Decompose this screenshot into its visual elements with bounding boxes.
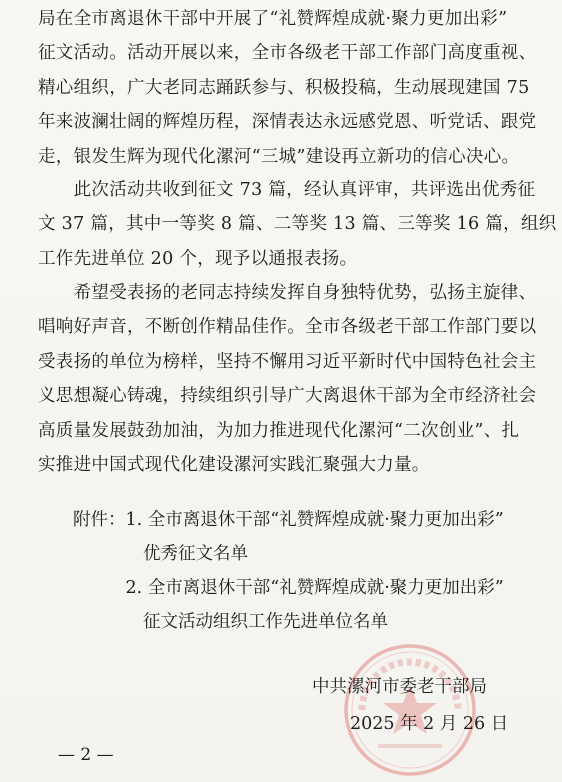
text-line: 希望受表扬的老同志持续发挥自身独特优势，弘扬主旋律、 — [38, 283, 537, 303]
text-line: 2. 全市离退休干部“礼赞辉煌成就·聚力更加出彩” — [38, 578, 504, 598]
text-line: 义思想凝心铸魂，持续组织引导广大离退休干部为全市经济社会 — [38, 386, 537, 407]
text-line: 征文活动。活动开展以来，全市各级老干部工作部门高度重视、 — [38, 43, 537, 64]
text-line: 精心组织，广大老同志踊跃参与、积极投稿，生动展现建国 75 — [38, 77, 530, 98]
text-line: 征文活动组织工作先进单位名单 — [38, 612, 388, 633]
text-line: 工作先进单位 20 个，现予以通报表扬。 — [38, 248, 358, 269]
text-line: 局在全市离退休干部中开展了“礼赞辉煌成就·聚力更加出彩” — [38, 9, 508, 29]
signature-org: 中共漯河市委老干部局 — [312, 677, 487, 697]
text-line: 附件：1. 全市离退休干部“礼赞辉煌成就·聚力更加出彩” — [38, 510, 504, 530]
attachment-item-2 — [38, 571, 504, 640]
text-line: 高质量发展鼓劲加油，为加力推进现代化漯河“二次创业”、扎 — [38, 420, 520, 441]
text-line: 实推进中国式现代化建设漯河实践汇聚强大力量。 — [38, 454, 430, 475]
paragraph-results — [38, 173, 557, 276]
page-number: — 2 — — [58, 745, 114, 765]
text-line: 年来波澜壮阔的辉煌历程，深情表达永远感党恩、听党话、跟党 — [38, 112, 537, 133]
text-line: 唱响好声音，不断创作精品佳作。全市各级老干部工作部门要以 — [38, 317, 537, 338]
text-line: 此次活动共收到征文 73 篇，经认真评审，共评选出优秀征 — [38, 180, 536, 200]
text-line: 走，银发生辉为现代化漯河“三城”建设再立新功的信心决心。 — [38, 146, 520, 167]
text-line: 受表扬的单位为榜样，坚持不懈用习近平新时代中国特色社会主 — [38, 351, 537, 372]
text-line: 文 37 篇，其中一等奖 8 篇、二等奖 13 篇、三等奖 16 篇，组织 — [38, 214, 557, 235]
attachment-item-1 — [38, 503, 504, 572]
paragraph-activity-summary — [38, 2, 538, 174]
paragraph-expectations — [38, 276, 538, 482]
signature-date: 2025 年 2 月 26 日 — [350, 714, 509, 734]
text-line: 优秀征文名单 — [38, 544, 248, 565]
